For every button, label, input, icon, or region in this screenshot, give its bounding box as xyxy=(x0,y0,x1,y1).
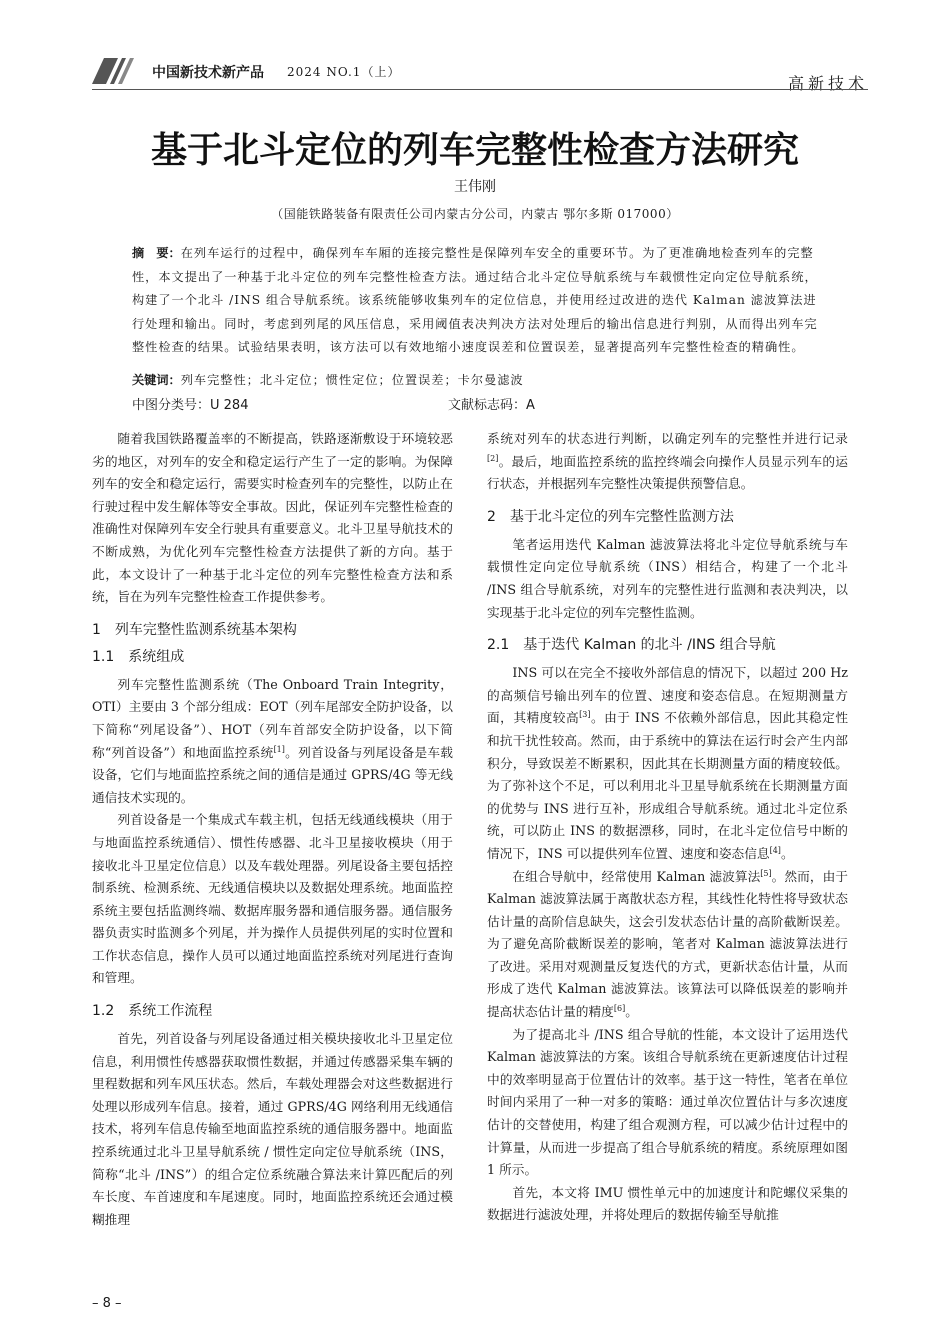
heading-2: 2 基于北斗定位的列车完整性监测方法 xyxy=(487,508,734,525)
paragraph-1-1a xyxy=(92,674,453,810)
section-name: 高新技术 xyxy=(787,74,868,93)
paragraph-text: 。列首设备与列尾设备是车载设备，它们与地面监控系统之间的通信是通过 GPRS/4G 等无线通信技术实现的。 xyxy=(92,744,453,805)
heading-1-2: 1.2 系统工作流程 xyxy=(92,1003,213,1020)
paragraph-2-1d: 首先，本文将 IMU 惯性单元中的加速度计和陀螺仪采集的数据进行滤波处理，并将处理后的数据传输至导航推 xyxy=(487,1184,848,1223)
abstract-text: 在列车运行的过程中，确保列车车厢的连接完整性是保障列车安全的重要环节。为了更准确地检查列车的完整性，本文提出了一种基于北斗定位的列车完整性检查方法。通过结合北斗定位导航系统与车载惯性定向定位导航系统，构建了一个北斗 /INS 组合导航系统。该系统能够收集列车的定位信息，并使用经过改进的迭代 Kalman 滤波算法进行处理和输出。同时，考虑到列尾的风压信息，采用阈值表决判决方法对处理后的输出信息进行判别，从而得出列车完整性检查的结果。试验结果表明，该方法可以有效地缩小速度误差和位置误差，显著提高列车完整性检查的精确性。 xyxy=(132,246,818,355)
paragraph-text: 。最后，地面监控系统的监控终端会向操作人员显示列车的运行状态，并根据列车完整性决策提供预警信息。 xyxy=(487,453,848,492)
citation: [6] xyxy=(613,1003,626,1013)
paragraph-text: 。 xyxy=(625,1004,638,1020)
abstract-label: 摘 要： xyxy=(132,246,181,260)
citation: [3] xyxy=(579,710,591,720)
citation: [4] xyxy=(769,845,781,855)
paragraph-text: 系统对列车的状态进行判断，以确定列车的完整性并进行记录 xyxy=(487,431,848,446)
paragraph-text: 。由于 INS 不依赖外部信息，因此其稳定性和抗干扰性较高。然而，由于系统中的算法在运行时会产生内部积分，导致误差不断累积，因此其在长期测量方面的精度较低。为了弥补这个不足，可以利用北斗卫星导航系统在长期测量方面的优势与 INS 进行互补，形成组合导航系统。通过北斗定位系统，可以防止 INS 的数据漂移，同时，在北斗定位信号中断的情况下，INS 可以提供列车位置、速度和姿态信息 xyxy=(487,710,849,861)
page-number: – 8 – xyxy=(92,1296,122,1311)
heading-2-1: 2.1 基于迭代 Kalman 的北斗 /INS 组合导航 xyxy=(487,637,776,654)
citation: [5] xyxy=(760,868,772,878)
left-column xyxy=(92,428,453,1231)
citation: [1] xyxy=(273,744,285,754)
journal-issue: 2024 NO.1（上） xyxy=(287,65,401,79)
author: 王伟刚 xyxy=(454,179,496,195)
keywords-text: 列车完整性；北斗定位；惯性定位；位置误差；卡尔曼滤波 xyxy=(180,373,524,387)
clc-number: 中图分类号：U 284 xyxy=(132,398,249,413)
document-code: 文献标志码：A xyxy=(448,398,535,413)
journal-name: 中国新技术新产品 xyxy=(152,65,264,81)
keywords xyxy=(132,371,820,388)
paragraph-2-1a xyxy=(487,662,848,865)
header-rule xyxy=(92,89,868,90)
paragraph-2-1b xyxy=(487,866,848,1024)
continued-paragraph xyxy=(487,428,848,496)
affiliation: （国能铁路装备有限责任公司内蒙古分公司，内蒙古 鄂尔多斯 017000） xyxy=(271,207,679,221)
paragraph-text: 在组合导航中，经常使用 Kalman 滤波算法 xyxy=(512,868,761,884)
paragraph-text: 。然而，由于 Kalman 滤波算法属于离散状态方程，其线性化特性将导致状态估计量的高阶信息缺失，这会引发状态估计量的高阶截断误差。为了避免高阶截断误差的影响，笔者对 Kalman 滤波算法进行了改进。采用对观测量反复迭代的方式，更新状态估计量，从而形成了迭代 Kalman 滤波算法。该算法可以降低误差的影响并提高状态估计量的精度 xyxy=(487,868,848,1020)
right-column xyxy=(487,428,848,1227)
paragraph-1-1b: 列首设备是一个集成式车载主机，包括无线通线模块（用于与地面监控系统通信）、惯性传感器、北斗卫星接收模块（用于接收北斗卫星定位信息）以及车载处理器。列尾设备主要包括控制系统、检测系统、无线通信模块以及数据处理系统。地面监控系统主要包括监测终端、数据库服务器和通信服务器。通信服务器负责实时监测多个列尾，并为操作人员提供列尾的实时位置和工作状态信息，操作人员可以通过地面监控系统对列尾进行查询和管理。 xyxy=(92,812,453,986)
paragraph-2-1c: 为了提高北斗 /INS 组合导航的性能，本文设计了运用迭代 Kalman 滤波算法的方案。该组合导航系统在更新速度估计过程中的效率明显高于位置估计的效率。基于这一特性，笔者在单位时间内采用了一种一对多的策略：通过单次位置估计与多次速度估计的交替使用，构建了组合观测方程，可以减少估计过程中的计算量，从而进一步提高了组合导航系统的精度。系统原理如图 1 所示。 xyxy=(487,1026,848,1178)
intro-paragraph: 随着我国铁路覆盖率的不断提高，铁路逐渐敷设于环境较恶劣的地区，对列车的安全和稳定运行产生了一定的影响。为保障列车的安全和稳定运行，需要实时检查列车的完整性，以防止在行驶过程中发生解体等安全事故。因此，保证列车完整性检查的准确性对保障列车安全行驶具有重要意义。北斗卫星导航技术的不断成熟，为优化列车完整性检查方法提供了新的方向。基于此，本文设计了一种基于北斗定位的列车完整性检查方法和系统，旨在为列车完整性检查工作提供参考。 xyxy=(92,431,453,605)
paragraph-2: 笔者运用迭代 Kalman 滤波算法将北斗定位导航系统与车载惯性定向定位导航系统（INS）相结合，构建了一个北斗 /INS 组合导航系统，对列车的完整性进行监测和表决判决，以实现基于北斗定位的列车完整性监测。 xyxy=(487,536,848,620)
paragraph-text: 。 xyxy=(780,845,794,861)
keywords-label: 关键词： xyxy=(132,373,181,387)
heading-1: 1 列车完整性监测系统基本架构 xyxy=(92,621,297,638)
paragraph-text: INS 可以在完全不接收外部信息的情况下，以超过 200 Hz 的高频信号输出列车的位置、速度和姿态信息。在短期测量方面，其精度较高 xyxy=(487,665,848,726)
paper-title: 基于北斗定位的列车完整性检查方法研究 xyxy=(150,130,799,171)
paragraph-text: 列车完整性监测系统（The Onboard Train Integrity，OTI）主要由 3 个部分组成：EOT（列车尾部安全防护设备，以下简称“列尾设备”）、HOT（列车首部安全防护设备，以下简称“列首设备”）和地面监控系统 xyxy=(92,676,453,760)
journal-logo-icon xyxy=(92,58,134,84)
citation: [2] xyxy=(487,453,499,463)
abstract xyxy=(132,242,820,360)
heading-1-1: 1.1 系统组成 xyxy=(92,648,185,665)
paragraph-1-2: 首先，列首设备与列尾设备通过相关模块接收北斗卫星定位信息，利用惯性传感器获取惯性数据，并通过传感器采集车辆的里程数据和列车风压状态。然后，车载处理器会对这些数据进行处理以形成列车信息。接着，通过 GPRS/4G 网络利用无线通信技术，将列车信息传输至地面监控系统的通信服务器中。地面监控系统通过北斗卫星导航系统 / 惯性定向定位导航系统（INS，简称“北斗 /INS”）的组合定位系统融合算法来计算匹配后的列车长度、车首速度和车尾速度。同时，地面监控系统还会通过模糊推理 xyxy=(92,1031,453,1227)
page-header xyxy=(92,58,868,93)
